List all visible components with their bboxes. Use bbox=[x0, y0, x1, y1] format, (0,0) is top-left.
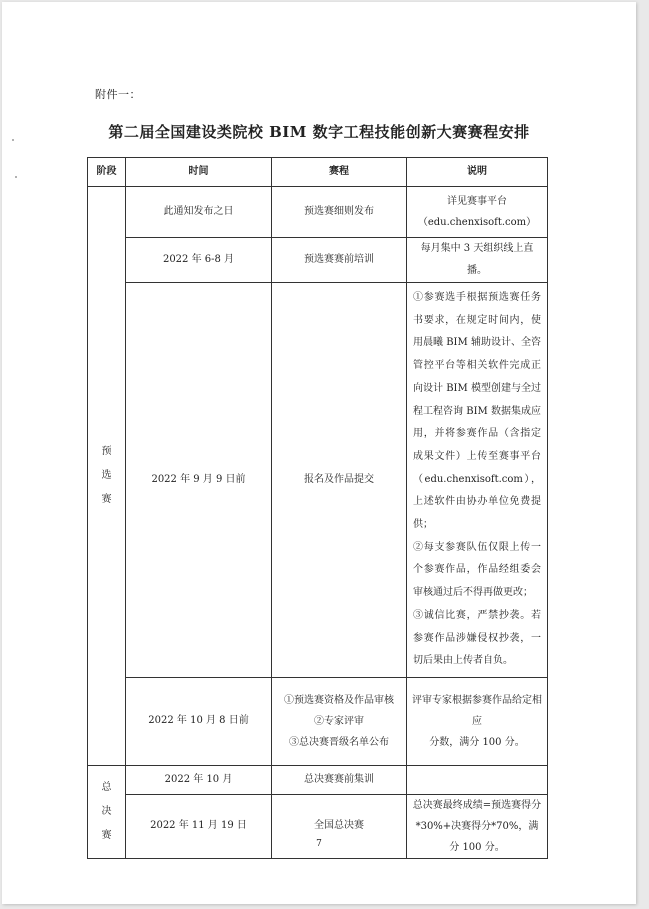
description-line: *30%+决赛得分*70%，满分 100 分。 bbox=[415, 820, 539, 853]
header-event: 赛程 bbox=[272, 158, 407, 187]
stage-char: 赛 bbox=[101, 829, 112, 841]
scan-speck bbox=[15, 176, 17, 178]
description-paragraph: ②每支参赛队伍仅限上传一个参赛作品，作品经组委会审核通过后不得再做更改； bbox=[413, 541, 541, 599]
schedule-table bbox=[87, 157, 548, 859]
time-cell: 此通知发布之日 bbox=[126, 187, 272, 238]
table-row bbox=[88, 238, 548, 283]
time-cell: 2022 年 6-8 月 bbox=[126, 238, 272, 283]
event-cell: 预选赛细则发布 bbox=[272, 187, 407, 238]
description-cell bbox=[407, 765, 548, 794]
event-cell bbox=[272, 677, 407, 765]
event-line: ②专家评审 bbox=[314, 715, 364, 727]
table-row bbox=[88, 187, 548, 238]
stage-char: 预 bbox=[101, 445, 112, 457]
event-cell: 全国总决赛 bbox=[272, 794, 407, 858]
event-line: ③总决赛晋级名单公布 bbox=[289, 736, 389, 748]
time-cell: 2022 年 10 月 bbox=[126, 765, 272, 794]
table-row bbox=[88, 677, 548, 765]
stage-char: 决 bbox=[101, 805, 112, 817]
header-time: 时间 bbox=[126, 158, 272, 187]
description-cell: 每月集中 3 天组织线上直播。 bbox=[407, 238, 548, 283]
description-line: （edu.chenxisoft.com） bbox=[417, 217, 537, 228]
description-line: 评审专家根据参赛作品给定相应 bbox=[412, 694, 542, 727]
event-cell: 预选赛赛前培训 bbox=[272, 238, 407, 283]
document-page bbox=[2, 2, 636, 904]
description-cell bbox=[407, 283, 548, 678]
annex-label: 附件一： bbox=[95, 88, 141, 101]
event-cell: 报名及作品提交 bbox=[272, 283, 407, 678]
time-cell: 2022 年 11 月 19 日 bbox=[126, 794, 272, 858]
time-cell: 2022 年 10 月 8 日前 bbox=[126, 677, 272, 765]
header-description: 说明 bbox=[407, 158, 548, 187]
description-cell bbox=[407, 677, 548, 765]
header-stage: 阶段 bbox=[88, 158, 126, 187]
stage-prelim-cell bbox=[88, 187, 126, 766]
stage-char: 赛 bbox=[101, 493, 112, 505]
event-cell: 总决赛赛前集训 bbox=[272, 765, 407, 794]
description-line: 总决赛最终成绩=预选赛得分 bbox=[412, 799, 542, 811]
stage-char: 选 bbox=[101, 469, 112, 481]
table-row bbox=[88, 283, 548, 678]
event-line: ①预选赛资格及作品审核 bbox=[284, 694, 394, 706]
description-line: 分数，满分 100 分。 bbox=[429, 736, 525, 748]
description-line: 详见赛事平台 bbox=[447, 196, 507, 207]
description-cell bbox=[407, 187, 548, 238]
description-paragraph: ③诚信比赛，严禁抄袭。若参赛作品涉嫌侵权抄袭，一切后果由上传者自负。 bbox=[413, 609, 541, 667]
table-row bbox=[88, 765, 548, 794]
document-title: 第二届全国建设类院校 BIM 数字工程技能创新大赛赛程安排 bbox=[108, 123, 530, 141]
table-header-row bbox=[88, 158, 548, 187]
description-paragraph: ①参赛选手根据预选赛任务书要求，在规定时间内，使用晨曦 BIM 辅助设计、全咨管控平台等相关软件完成正向设计 BIM 模型创建与全过程工程咨询 BIM 数据集成应用，并将参赛作品（含指定成果文件）上传至赛事平台（edu.chenxisoft.com），上述软件由协办单位免费提供； bbox=[413, 292, 541, 531]
time-cell: 2022 年 9 月 9 日前 bbox=[126, 283, 272, 678]
page-number: 7 bbox=[316, 839, 322, 849]
stage-char: 总 bbox=[101, 781, 112, 793]
